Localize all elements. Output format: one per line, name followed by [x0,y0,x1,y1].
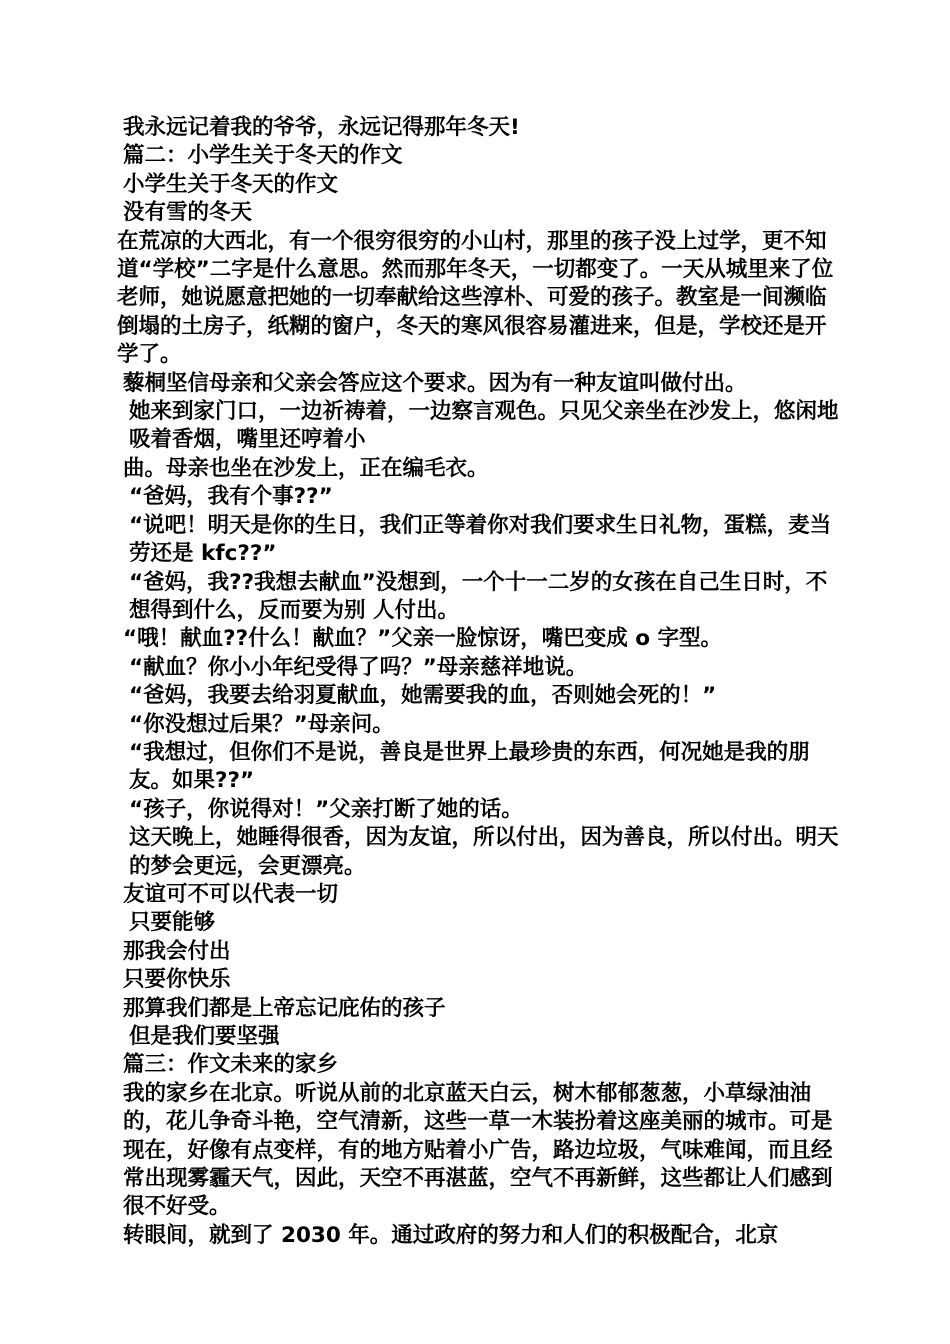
poem-line-3: 那我会付出 [123,938,231,964]
paragraph-7: 她来到家门口，一边祈祷着，一边察言观色。只见父亲坐在沙发上，悠闲地吸着香烟，嘴里还哼着小 [129,399,839,453]
paragraph-8: 曲。母亲也坐在沙发上，正在编毛衣。 [123,455,489,481]
poem-line-4: 只要你快乐 [123,967,231,993]
essay-title-2: 小学生关于冬天的作文 [123,171,339,197]
paragraph-9: “爸妈，我有个事??” [129,484,333,510]
paragraph-10: “说吧！明天是你的生日，我们正等着你对我们要求生日礼物，蛋糕，麦当劳还是 kfc??” [129,512,832,567]
paragraph-1: 我永远记着我的爷爷，永远记得那年冬天! [123,115,520,140]
paragraph-14: “爸妈，我要去给羽夏献血，她需要我的血，否则她会死的！” [129,683,717,709]
paragraph-17: “孩子，你说得对！”父亲打断了她的话。 [129,796,523,822]
paragraph-6: 藜桐坚信母亲和父亲会答应这个要求。因为有一种友谊叫做付出。 [123,370,747,396]
section-heading-3: 篇三：作文未来的家乡 [123,1052,339,1078]
paragraph-15: “你没想过后果？”母亲问。 [129,711,394,737]
poem-line-2: 只要能够 [129,910,216,936]
poem-line-6: 但是我们要坚强 [129,1024,280,1049]
paragraph-11: “爸妈，我??我想去献血”没想到，一个十一二岁的女孩在自己生日时，不想得到什么，反而要为别 人付出。 [129,569,828,623]
paragraph-16: “我想过，但你们不是说，善良是世界上最珍贵的东西，何况她是我的朋友。如果??” [129,739,810,794]
poem-line-1: 友谊可不可以代表一切 [123,881,339,907]
paragraph-27: 转眼间，就到了 2030 年。通过政府的努力和人们的积极配合，北京 [123,1222,779,1248]
paragraph-26: 我的家乡在北京。听说从前的北京蓝天白云，树木郁郁葱葱，小草绿油油的，花儿争奇斗艳，空气清新，这些一草一木装扮着这座美丽的城市。可是现在，好像有点变样，有的地方贴着小广告，路边垃圾，气味难闻，而且经常出现雾霾天气，因此，天空不再湛蓝，空气不再新鲜，这些都让人们感到很不好受。 [123,1080,833,1220]
paragraph-18: 这天晚上，她睡得很香，因为友谊，所以付出，因为善良，所以付出。明天的梦会更远，会更漂亮。 [129,825,839,879]
document-body [117,114,843,1250]
essay-subtitle-2: 没有雪的冬天 [123,200,253,226]
paragraph-12: “哦！献血??什么！献血？”父亲一脸惊讶，嘴巴变成 o 字型。 [123,626,722,652]
paragraph-5: 在荒凉的大西北，有一个很穷很穷的小山村，那里的孩子没上过学，更不知道“学校”二字是什么意思。然而那年冬天，一切都变了。一天从城里来了位老师，她说愿意把她的一切奉献给这些淳朴、可爱的孩子。教室是一间濒临倒塌的土房子，纸糊的窗户，冬天的寒风很容易灌进来，但是，学校还是开学了。 [117,228,834,368]
paragraph-13: “献血？你小小年纪受得了吗？”母亲慈祥地说。 [129,654,588,680]
section-heading-2: 篇二：小学生关于冬天的作文 [123,143,403,169]
poem-line-5: 那算我们都是上帝忘记庇佑的孩子 [123,995,446,1021]
